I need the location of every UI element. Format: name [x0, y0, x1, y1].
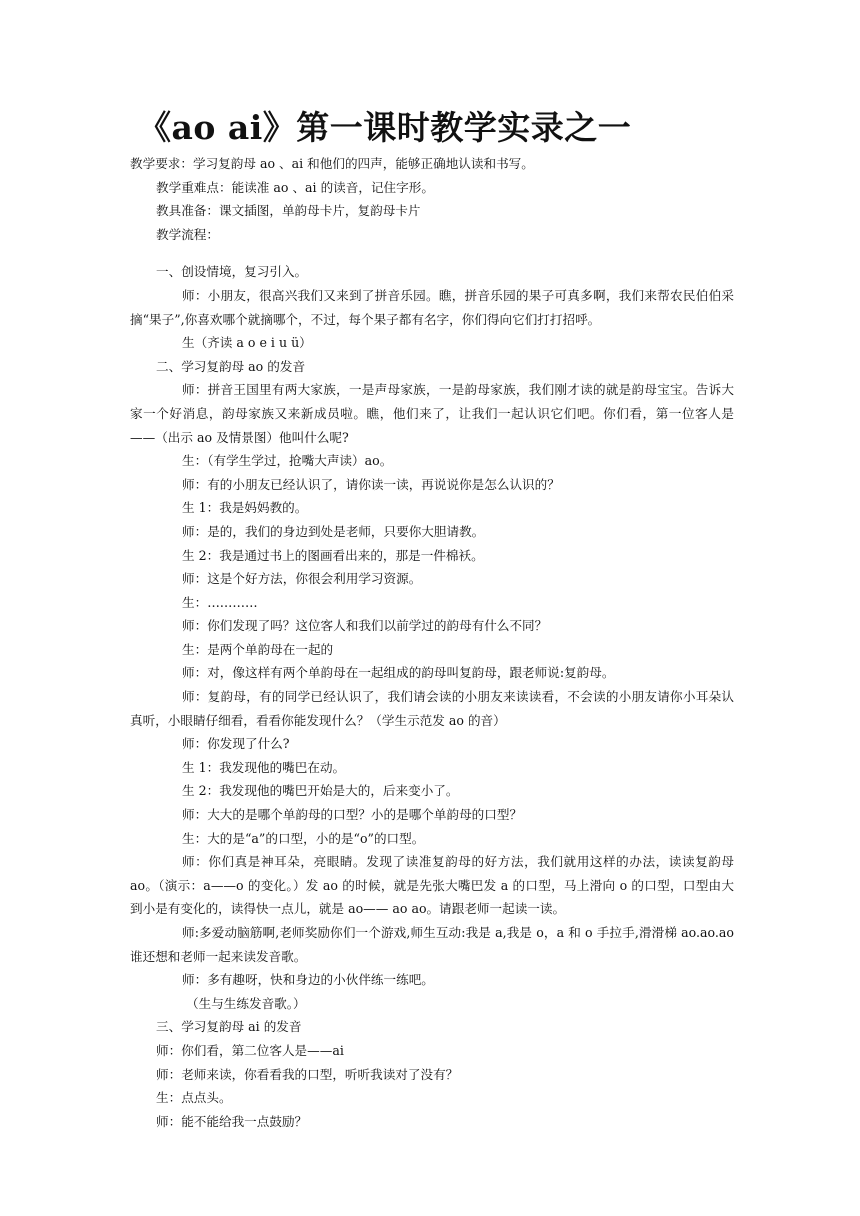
section-heading: 二、学习复韵母 ao 的发音 — [156, 358, 306, 374]
dialogue-line: 生 1：我发现他的嘴巴在动。 — [182, 759, 346, 775]
dialogue-line: 师：大大的是哪个单韵母的口型？小的是哪个单韵母的口型？ — [182, 807, 523, 823]
dialogue-line: 师：你发现了什么? — [182, 736, 290, 752]
paragraph: 师：复韵母，有的同学已经认识了，我们请会读的小朋友来读读看，不会读的小朋友请你小耳朵认真听，小眼睛仔细看，看看你能发现什么？（学生示范发 ao 的音） — [130, 689, 734, 728]
dialogue-line: 生 2：我发现他的嘴巴开始是大的，后来变小了。 — [182, 783, 459, 799]
document-body — [130, 152, 734, 1133]
teaching-materials: 教具准备：课文插图，单韵母卡片，复韵母卡片 — [156, 203, 421, 219]
dialogue-line: 师：是的，我们的身边到处是老师，只要你大胆请教。 — [182, 523, 485, 539]
paragraph: 师：你们真是神耳朵，亮眼睛。发现了读准复韵母的好方法，我们就用这样的办法，读读复韵母 ao。（演示：a——o 的变化。）发 ao 的时候，就是先张大嘴巴发 a 的口型，马上滑向 o 的口型，口型由大到小是有变化的，读得快一点儿，就是 ao—— ao ao。请跟老师一起读一读。 — [130, 854, 734, 917]
dialogue-line: 师：老师来读，你看看我的口型，听听我读对了没有？ — [156, 1066, 459, 1082]
teaching-key-points: 教学重难点：能读准 ao 、ai 的读音，记住字形。 — [156, 179, 434, 195]
section-heading: 三、学习复韵母 ai 的发音 — [156, 1019, 302, 1035]
dialogue-line: 师：这是个好方法，你很会利用学习资源。 — [182, 571, 422, 587]
dialogue-line: 生：大的是“a”的口型，小的是“o”的口型。 — [182, 830, 425, 846]
paragraph: 师：小朋友，很高兴我们又来到了拼音乐园。瞧，拼音乐园的果子可真多啊，我们来帮农民伯伯采摘“果子”,你喜欢哪个就摘哪个，不过，每个果子都有名字，你们得向它们打打招呼。 — [130, 287, 734, 327]
paragraph: 师：拼音王国里有两大家族，一是声母家族，一是韵母家族，我们刚才读的就是韵母宝宝。告诉大家一个好消息，韵母家族又来新成员啦。瞧，他们来了，让我们一起认识它们吧。你们看，第一位客人是——（出示 ao 及情景图）他叫什么呢? — [130, 382, 734, 445]
dialogue-line: 师：有的小朋友已经认识了，请你读一读，再说说你是怎么认识的？ — [182, 476, 560, 492]
teaching-process-label: 教学流程： — [156, 226, 219, 242]
dialogue-line: 师：你们看，第二位客人是——ai — [156, 1042, 344, 1058]
teaching-requirements: 教学要求：学习复韵母 ao 、ai 和他们的四声，能够正确地认读和书写。 — [130, 156, 534, 171]
dialogue-line: 生 2：我是通过书上的图画看出来的，那是一件棉袄。 — [182, 547, 484, 563]
dialogue-line: 师：你们发现了吗？这位客人和我们以前学过的韵母有什么不同？ — [182, 618, 548, 634]
paragraph: 师:多爱动脑筋啊,老师奖励你们一个游戏,师生互动:我是 a,我是 o，a 和 o 手拉手,滑滑梯 ao.ao.ao 谁还想和老师一起来读发音歌。 — [130, 925, 734, 964]
dialogue-line: 生：点点头。 — [156, 1090, 232, 1106]
spacer — [130, 246, 734, 260]
dialogue-line: （生与生练发音歌。） — [186, 995, 306, 1011]
dialogue-line: 生：是两个单韵母在一起的 — [182, 641, 334, 657]
dialogue-line: 生：………… — [182, 594, 258, 610]
document-title: 《ao ai》第一课时教学实录之一 — [138, 108, 632, 147]
dialogue-line: 师：能不能给我一点鼓励？ — [156, 1113, 308, 1129]
dialogue-line: 生（齐读 a o e i u ü） — [182, 335, 312, 351]
dialogue-line: 生：（有学生学过，抢嘴大声读）ao。 — [182, 453, 393, 469]
dialogue-line: 师：多有趣呀，快和身边的小伙伴练一练吧。 — [182, 972, 434, 988]
dialogue-line: 生 1：我是妈妈教的。 — [182, 500, 308, 516]
dialogue-line: 师：对，像这样有两个单韵母在一起组成的韵母叫复韵母，跟老师说:复韵母。 — [182, 665, 615, 681]
section-heading: 一、创设情境，复习引入。 — [156, 264, 308, 280]
